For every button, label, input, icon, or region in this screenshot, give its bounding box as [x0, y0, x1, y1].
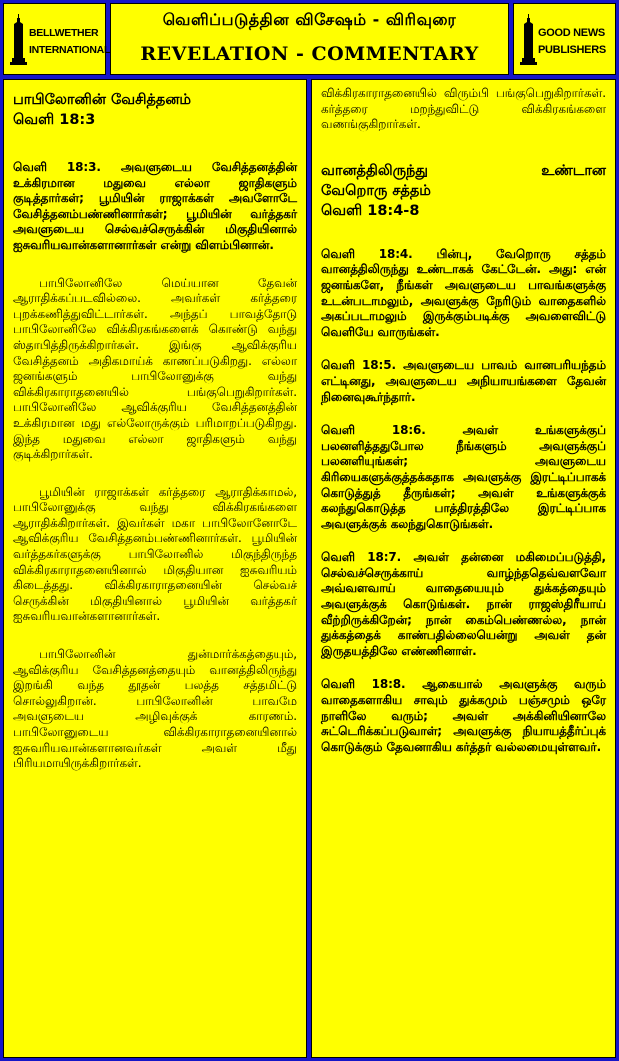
left-logo-line1: BELLWETHER — [29, 27, 99, 39]
left-logo-line2: INTERNATIONAL — [29, 44, 111, 56]
right-logo-line2: PUBLISHERS — [538, 44, 606, 56]
commentary-paragraph-3: பாபிலோனின் துன்மார்க்கத்தையும், ஆவிக்குரிய வேசித்தனத்தையும் வானத்திலிருந்து இறங்கி வந்த தூதன் பலத்த சத்தமிட்டு சொல்லுகிறான். பாபிலோனின் பாவமே அவளுடைய அழிவுக்குக் காரணம். பாபிலோனுடைய விக்கிரகாராதனையினால் ஐசுவரியவான்களானவர்கள் அவள் மீது பிரியமாயிருக்கிறார்கள். — [13, 647, 297, 771]
tamil-header-title: வெளிப்படுத்தின விசேஷம் - விரிவுரை — [162, 10, 457, 29]
left-column — [3, 79, 307, 1058]
header-title-box — [110, 3, 509, 75]
verse-18-5: வெளி 18:5. அவளுடைய பாவம் வானபரியந்தம் எட்டினது, அவளுடைய அநியாயங்களை தேவன் நினைவுகூர்ந்தார். — [321, 358, 606, 404]
section-title — [13, 90, 297, 130]
verse-18-8: வெளி 18:8. ஆகையால் அவளுக்கு வரும் வாதைகளாகிய சாவும் துக்கமும் பஞ்சமும் ஒரே நாளிலே வரும்; அவள் அக்கினியினாலே சுட்டெரிக்கப்படுவாள்; அவளுக்கு நியாயத்தீர்ப்புக் கொடுக்கும் தேவனாகிய கர்த்தர் வல்லமையுள்ளவர். — [321, 677, 606, 754]
right-column — [311, 79, 616, 1058]
commentary-paragraph-2: பூமியின் ராஜாக்கள் கர்த்தரை ஆராதிக்காமல், பாபிலோனுக்கு வந்து விக்கிரகங்களை ஆராதிக்கிறார்கள். இவர்கள் மகா பாபிலோனோடே ஆவிக்குரிய வேசித்தனம்பண்ணினார்கள். பூமியின் வர்த்தகர்களுக்கு பாபிலோனில் மிகுந்திருந்த விக்கிரகாராதனையினால் மிகுதியான ஐசுவரியம் கிடைத்தது. விக்கிரகாராதனையின் செல்வச் செருக்கின் மிகுதியினால் பூமியின் வர்த்தகர் ஐசுவரியவான்களானார்கள். — [13, 484, 297, 624]
section-title-line2: வேறொரு சத்தம் — [321, 182, 431, 199]
commentary-paragraph-1: பாபிலோனிலே மெய்யான தேவன் ஆராதிக்கப்படவில்லை. அவர்கள் கர்த்தரை புறக்கணித்துவிட்டார்கள். அந்தப் பாவத்தோடு பாபிலோனிலே விக்கிரகங்களைக் கொண்டு வந்து ஸ்தாபித்திருக்கிறார்கள். இங்கு ஆவிக்குரிய வேசித்தனம் அதிகமாய்க் காணப்படுகிறது. எல்லா ஜனங்களும் பாபிலோனுக்கு வந்து விக்கிரகாராதனையில் பங்குபெறுகிறார்கள். பாபிலோனிலே ஆவிக்குரிய வேசித்தனத்தின் உக்கிரமான மது எல்லோருக்கும் பரிமாறப்படுகிறது. இந்த மதுவை எல்லா ஜாதிகளும் வந்து குடிக்கிறார்கள். — [13, 275, 297, 462]
verse-18-7: வெளி 18:7. அவள் தன்னை மகிமைப்படுத்தி, செல்வச்செருக்காய் வாழ்ந்ததெவ்வளவோ அவ்வளவாய் வாதையையும் துக்கத்தையும் அவளுக்குக் கொடுங்கள். நான் ராஜஸ்திரீயாய் வீற்றிருக்கிறேன்; நான் கைம்பெண்ணல்ல, நான் துக்கத்தைக் காண்பதில்லையென்று அவள் தன் இருதயத்திலே எண்ணினாள். — [321, 550, 606, 658]
right-logo-line1: GOOD NEWS — [538, 27, 605, 39]
commentary-paragraph-continued: விக்கிரகாராதனையில் விரும்பி பங்குபெறுகிறார்கள். கர்த்தரை மறந்துவிட்டு விக்கிரகங்களை வணங்குகிறார்கள். — [321, 86, 606, 132]
english-header-title: REVELATION - COMMENTARY — [140, 43, 479, 65]
left-logo-box — [3, 3, 111, 75]
section-title-ref: வெளி 18:3 — [13, 112, 96, 128]
verse-18-6: வெளி 18:6. அவள் உங்களுக்குப் பலனளித்ததுபோல நீங்களும் அவளுக்குப் பலனளியுங்கள்; அவளுடைய கிரியைகளுக்குத்தக்கதாக அவளுக்கு இரட்டிப்பாகக் கொடுத்துத் தீருங்கள்; அவள் உங்களுக்குக் கலந்துகொடுத்த பாத்திரத்திலே இரட்டிப்பாக அவளுக்குக் கலந்துகொடுங்கள். — [321, 423, 606, 531]
verse-18-4: வெளி 18:4. பின்பு, வேறொரு சத்தம் வானத்திலிருந்து உண்டாகக் கேட்டேன். அது: என் ஜனங்களே, நீங்கள் அவளுடைய பாவங்களுக்கு உடன்படாமலும், அவளுக்கு நேரிடும் வாதைகளில் அகப்படாமலும் இருக்கும்படிக்கு அவளைவிட்டு வெளியே வாருங்கள். — [321, 246, 606, 339]
right-logo-box — [513, 3, 616, 75]
section-title-line1: பாபிலோனின் வேசித்தனம் — [13, 92, 192, 108]
section-title-ref: வெளி 18:4-8 — [321, 202, 420, 219]
section-title — [321, 161, 606, 221]
verse-18-3: வெளி 18:3. அவளுடைய வேசித்தனத்தின் உக்கிரமான மதுவை எல்லா ஜாதிகளும் குடித்தார்கள்; பூமியின் ராஜாக்கள் அவளோடே வேசித்தனம்பண்ணினார்கள்; பூமியின் வர்த்தகர் அவளுடைய செல்வச்செருக்கின் மிகுதியினால் ஐசுவரியவான்களானார்கள் என்று விளம்பினான். — [13, 160, 297, 252]
section-title-line1: வானத்திலிருந்து உண்டான — [321, 162, 606, 179]
